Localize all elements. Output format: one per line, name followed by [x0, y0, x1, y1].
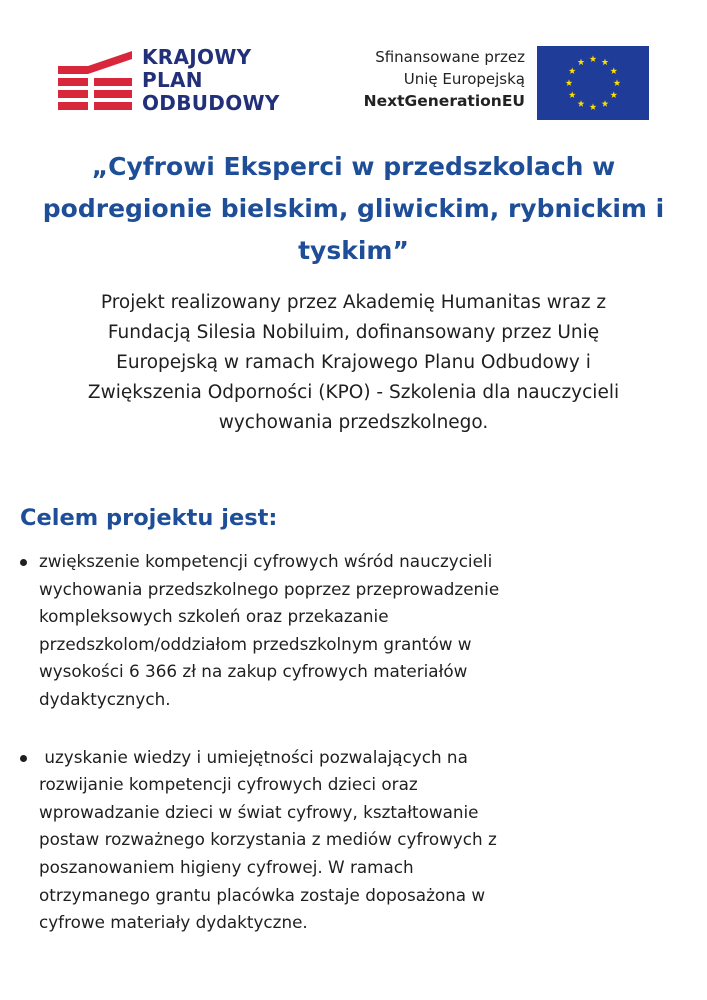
list-item-line: kompleksowych szkoleń oraz przekazanie	[39, 606, 389, 627]
bullet-icon	[20, 559, 27, 566]
list-item-line: wysokości 6 366 zł na zakup cyfrowych materiałów	[39, 661, 468, 682]
goal-list	[20, 548, 687, 967]
kpo-logo-text	[142, 46, 280, 115]
section-heading: Celem projektu jest:	[20, 505, 278, 531]
title-line: podregionie bielskim, gliwickim, rybnickim i	[42, 194, 665, 223]
intro-line: wychowania przedszkolnego.	[218, 412, 489, 433]
list-item-line: dydaktycznych.	[39, 688, 171, 709]
list-item	[20, 548, 687, 714]
title-line: tyskim”	[298, 236, 409, 265]
list-item-line: wychowania przedszkolnego poprzez przeprowadzenie	[39, 578, 500, 599]
list-item-line: uzyskanie wiedzy i umiejętności pozwalających na	[39, 746, 468, 767]
eu-logo-line: Unię Europejską	[403, 70, 525, 88]
intro-line: Projekt realizowany przez Akademię Humanitas wraz z	[100, 292, 607, 313]
list-item-line: cyfrowe materiały dydaktyczne.	[39, 912, 308, 933]
page-title	[20, 146, 687, 272]
list-item-line: poszanowaniem higieny cyfrowej. W ramach	[39, 856, 414, 877]
intro-line: Fundacją Silesia Nobiluim, dofinansowany przez Unię	[107, 322, 600, 343]
list-item-line: otrzymanego grantu placówka zostaje doposażona w	[39, 884, 486, 905]
kpo-logo-icon	[58, 50, 132, 116]
bullet-icon	[20, 755, 27, 762]
kpo-logo-line: PLAN	[142, 68, 203, 92]
eu-logo-line-bold: NextGenerationEU	[363, 92, 525, 110]
list-item	[20, 744, 687, 937]
intro-line: Zwiększenia Odporności (KPO) - Szkolenia dla nauczycieli	[87, 382, 620, 403]
list-item-line: rozwijanie kompetencji cyfrowych dzieci oraz	[39, 774, 418, 795]
kpo-logo-line: ODBUDOWY	[142, 91, 280, 115]
eu-logo-text	[364, 46, 525, 112]
header	[58, 42, 649, 122]
list-item-line: wprowadzanie dzieci w świat cyfrowy, kształtowanie	[39, 801, 479, 822]
title-line: „Cyfrowi Eksperci w przedszkolach w	[91, 152, 616, 181]
list-item-line: przedszkolom/oddziałom przedszkolnym grantów w	[39, 633, 472, 654]
list-item-line: postaw rozważnego korzystania z mediów cyfrowych z	[39, 829, 497, 850]
eu-flag-icon	[537, 46, 649, 120]
eu-logo-line: Sfinansowane przez	[375, 48, 525, 66]
kpo-logo	[58, 46, 298, 120]
eu-logo	[339, 42, 649, 122]
kpo-logo-line: KRAJOWY	[142, 45, 252, 69]
list-item-line: zwiększenie kompetencji cyfrowych wśród nauczycieli	[39, 551, 493, 571]
intro-line: Europejską w ramach Krajowego Planu Odbudowy i	[116, 352, 591, 373]
intro-paragraph	[30, 288, 677, 438]
